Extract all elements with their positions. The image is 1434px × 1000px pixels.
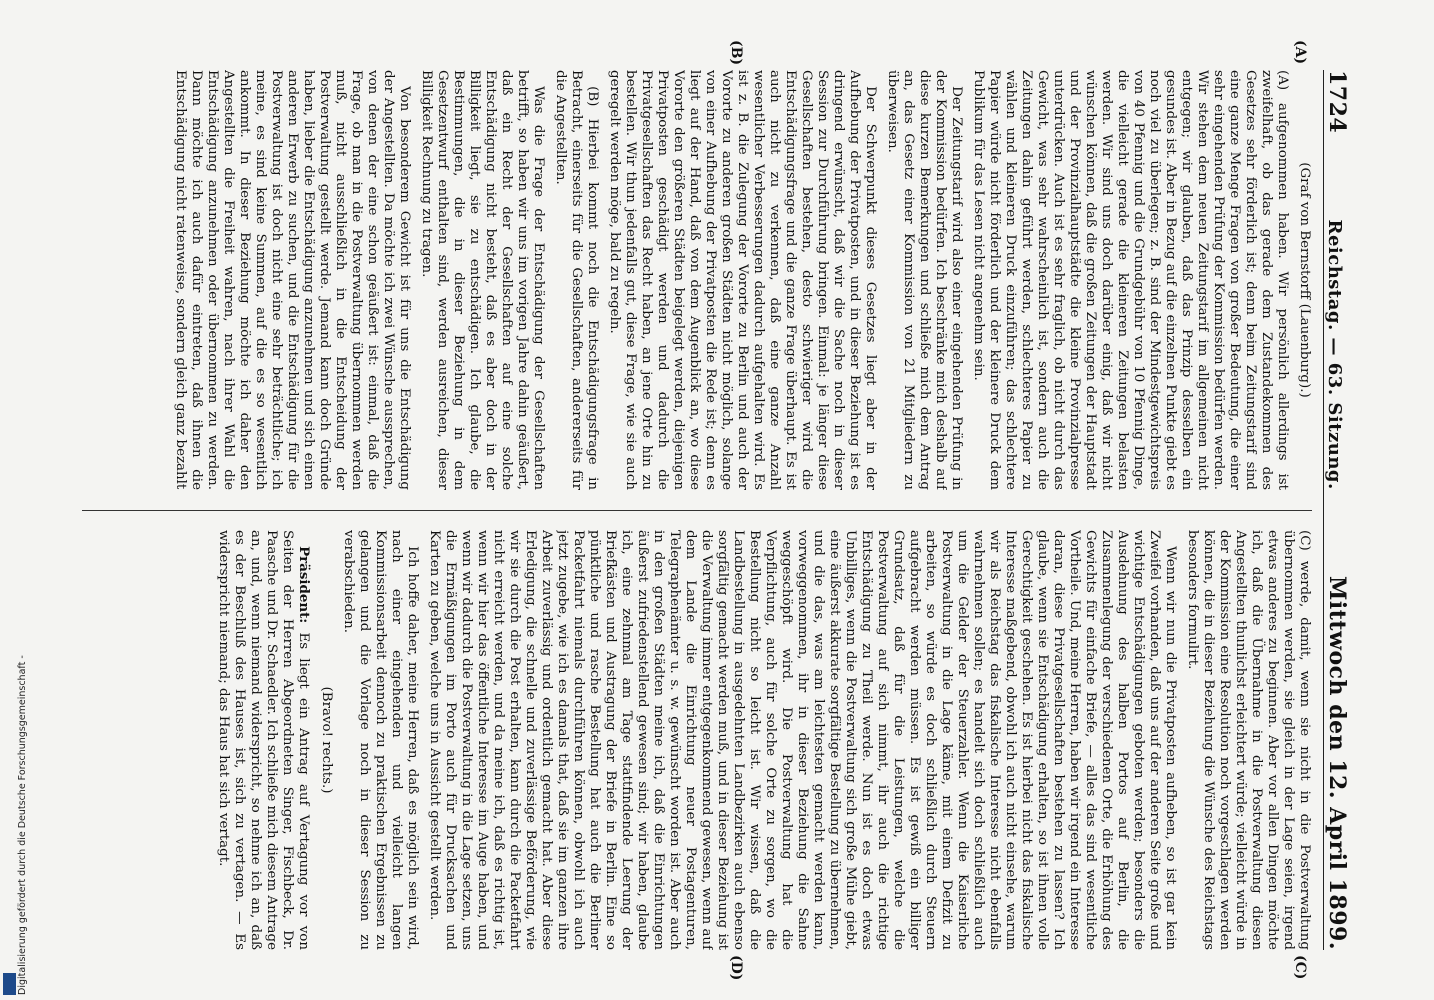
dfg-logo-icon xyxy=(3,973,16,995)
paragraph: Wenn wir nun die Privatposten aufheben, so ist gar kein Zweifel vorhanden, daß uns auf der anderen Seite große und wichtige Entschädigungen geboten werden; besonders die Ausdehnung des halben Portos auf Berlin, die Zusammenlegung der verschiedenen Orte, die Erhöhung des Gewichts für einfache Briefe, — alles das sind wesentliche Vortheile. Und, meine Herren, haben wir irgend ein Interesse daran, diese Privatgesellschaften bestehen zu lassen? Ich glaube, wenn sie Entschädigung erhalten, so ist ihnen volle Gerechtigkeit geschehen. Es ist hierbei nicht das fiskalische Interesse maßgebend, obwohl ich auch nicht einsehe, warum wir als Reichstag das fiskalische Interesse nicht ebenfalls wahrnehmen sollen; es handelt sich doch schließlich auch um die Gelder der Steuerzahler. Wenn die Kaiserliche Postverwaltung in die Lage käme, mit einem Defizit zu arbeiten, so würde es doch schließlich durch Steuern aufgebracht werden müssen. Es ist gewiß ein billiger Grundsatz, daß für die Leistungen, welche die Postverwaltung auf sich nimmt, ihr auch die richtige Entschädigung zu Theil werde. Nun ist es doch etwas Unbilliges, wenn die Postverwaltung sich große Mühe giebt, eine äußerst akkurate sorgfältige Bestellung zu übernehmen, und die das, was am leichtesten gemacht werden kann, vorweggenommen, ihr in dieser Beziehung die Sahne weggeschöpft wird. Die Postverwaltung hat die Verpflichtung, auch für solche Orte zu sorgen, wo die Bestellung nicht so leicht ist. Wir wissen, daß die Landbestellung in ausgedehnten Landbezirken auch ebenso sorgfältig gemacht werden muß, und in dieser Beziehung ist die Verwaltung immer entgegenkommend gewesen, wenn auf dem Lande die Einrichtung neuer Postagenturen, Telegraphenämter u. s. w. gewünscht worden ist. Aber auch in den großen Städten meine ich, daß die Einrichtungen äußerst zufriedenstellend gewesen sind; wir haben, glaube ich, eine zehnmal am Tage stattfindende Leerung der Briefkästen und Austragung der Briefe in Berlin. Eine so pünktliche und rasche Bestellung hat auch die Berliner Packetfahrt niemals durchführen können, obwohl ich auch jetzt zugebe, wie ich es damals that, daß sie im ganzen ihre Arbeit zuverlässig und ordentlich gemacht hat. Aber diese Erledigung, die schnelle und zuverlässige Beförderung, wie wir sie durch die Post erhalten, kann durch die Packetfahrt nicht erreicht werden, und da meine ich, daß es richtig ist, wenn wir hier das öffentliche Interesse im Auge haben, und wenn wir dadurch die Postverwaltung in die Lage setzen, uns die Ermäßigungen im Porto auch für Drucksachen und Karten zu geben, welche uns in Aussicht gestellt werden. xyxy=(427,530,1178,950)
digitization-footer xyxy=(3,600,28,995)
footer-text: Digitalisierung gefördert durch die Deutsche Forschungsgemeinschaft - xyxy=(17,655,28,995)
header-title: Reichstag. — 63. Sitzung. xyxy=(1324,219,1345,490)
president-paragraph xyxy=(215,530,312,950)
paragraph: (C) werde, damit, wenn sie nicht in die Postverwaltung übernommen werden, sie gleich in der Lage seien, irgend etwas anderes zu beginnen. Aber vor allen Dingen möchte ich, daß die Übernahme in die Postverwaltung diesen Angestellten thunlichst erleichtert würde; vielleicht würde in der Kommission eine Resolution noch vorgeschlagen werden können, die in dieser Beziehung die Wünsche des Reichstags besonders formulirt. xyxy=(1185,530,1312,950)
president-text: Es liegt ein Antrag auf Vertagung vor von Seiten der Herren Abgeordneten Singer, Fischbeck, Dr. Paasche und Dr. Schaedler. Ich schließe mich diesem Antrage an, und, wenn niemand widerspricht, so nehme ich an, daß es der Beschluß des Hauses ist, sich zu vertagen. — Es widerspricht niemand; das Haus hat sich vertagt. xyxy=(216,530,311,950)
margin-mark-b: (B) xyxy=(728,40,744,66)
left-column xyxy=(72,70,1312,490)
paragraph: Der Zeitungstarif wird also einer eingehenden Prüfung in der Kommission bedürfen. Ich beschränke mich deshalb auf diese kurzen Bemerkungen und schließe mich dem Antrag an, das Gesetz einer Kommission von 21 Mitgliedern zu überweisen. xyxy=(885,70,964,490)
paragraph: Was die Frage der Entschädigung der Gesellschaften betrifft, so haben wir uns im vorigen Jahre dahin geäußert, daß ein Recht der Gesellschaften auf eine solche Entschädigung nicht besteht, daß es aber doch in der Billigkeit liegt, sie zu entschädigen. Ich glaube, die Bestimmungen, die in dieser Beziehung in dem Gesetzentwurf enthalten sind, werden ausreichen, dieser Billigkeit Rechnung zu tragen. xyxy=(419,70,546,490)
margin-mark-d: (D) xyxy=(728,955,744,981)
paragraph: Ich hoffe daher, meine Herren, daß es möglich sein wird, nach einer eingehenden und vielleicht langen Kommissionsarbeit dennoch zu praktischen Ergebnissen zu gelangen und die Vorlage noch in dieser Session zu verabschieden. xyxy=(341,530,420,950)
margin-mark-c: (C) xyxy=(1292,955,1308,980)
column-divider xyxy=(82,510,1312,511)
right-column xyxy=(72,530,1312,950)
president-label: Präsident: xyxy=(296,546,312,624)
margin-mark-a: (A) xyxy=(1292,40,1308,65)
page-number: 1724 xyxy=(1324,70,1350,134)
header-date: Mittwoch den 12. April 1899. xyxy=(1324,576,1350,950)
speaker-line: (Graf von Bernstorff (Lauenburg).) xyxy=(1297,162,1312,398)
paragraph: (B) Hierbei kommt noch die Entschädigungsfrage in Betracht, einerseits für die Gesellschaften, andererseits für die Angestellten. xyxy=(553,70,600,490)
paragraph: Der Schwerpunkt dieses Gesetzes liegt aber in der Aufhebung der Privatposten, und in dieser Beziehung ist es dringend erwünscht, daß wir die Sache noch in dieser Session zur Durchführung bringen. Einmal: je länger diese Gesellschaften bestehen, desto schwieriger wird die Entschädigungsfrage und die ganze Frage überhaupt. Es ist auch nicht zu verkennen, daß eine ganze Anzahl wesentlicher Verbesserungen dadurch aufgehalten wird. Es ist z. B. die Zulegung der Vororte zu Berlin und auch der Vororte zu anderen großen Städten nicht möglich, solange von einer Aufhebung der Privatposten die Rede ist; denn es liegt auf der Hand, daß von dem Augenblick an, wo diese Vororte den größeren Städten beigelegt werden, diejenigen Privatposten geschädigt werden und dadurch die Privatgesellschaften das Recht haben, an jene Orte hin zu bestellen. Wir thun jedenfalls gut, diese Frage, wie sie auch geregelt werden möge, bald zu regeln. xyxy=(607,70,878,490)
document-page xyxy=(64,40,1364,981)
applause-note: (Bravo! rechts.) xyxy=(319,686,334,794)
paragraph: (A) aufgenommen haben. Wir persönlich allerdings ist zweifelhaft, ob das gerade dem Zustandekommen des Gesetzes sehr förderlich ist; denn beim Zeitungstarif sind eine ganze Menge Fragen von großer Bedeutung, die einer sehr eingehenden Prüfung der Kommission bedürfen werden. Wir stehen dem neuen Zeitungstarif im allgemeinen nicht entgegen; wir glauben, daß das Prinzip desselben ein gesundes ist. Aber in Bezug auf die einzelnen Punkte giebt es noch viel zu überlegen; z. B. sind der Mindestgewichtspreis von 40 Pfennig und die Grundgebühr von 10 Pfennig Dinge, die vielleicht gerade die kleineren Zeitungen belasten werden. Wir sind uns doch darüber einig, daß wir nicht wünschen können, daß die großen Zeitungen der Hauptstadt und der Provinzialhauptstädte die kleine Provinzialpresse unterdrücken. Auch ist es sehr fraglich, ob nicht durch das Gewicht, was sehr wahrscheinlich ist, sondern auch die Zeitungen dahin geführt werden, schlechteres Papier zu wählen und kleineren Druck einzuführen; das schlechtere Papier würde nicht förderlich und der kleinere Druck dem Publikum für das Lesen nicht angenehm sein. xyxy=(971,70,1290,490)
page-header xyxy=(1323,70,1364,950)
paragraph: Von besonderem Gewicht ist für uns die Entschädigung der Angestellten. Da möchte ich zwei Wünsche aussprechen, von denen der eine schon geäußert ist: einmal, daß die Frage, ob man in die Postverwaltung übernommen werden muß, nicht ausschließlich in die Entscheidung der Postverwaltung gestellt werde. Jemand kann doch Gründe haben, lieber die Entschädigung anzunehmen und sich einen anderen Erwerb zu suchen, und die Entschädigung für die Postverwaltung ist doch nicht eine sehr beträchtliche; ich meine, es sind keine Summen, auf die es so wesentlich ankommt. In dieser Beziehung möchte ich daher den Angestellten die Freiheit wahren, nach ihrer Wahl die Entschädigung anzunehmen oder übernommen zu werden. Dann möchte ich auch dafür eintreten, daß ihnen die Entschädigung nicht ratenweise, sondern gleich ganz bezahlt xyxy=(173,70,412,490)
